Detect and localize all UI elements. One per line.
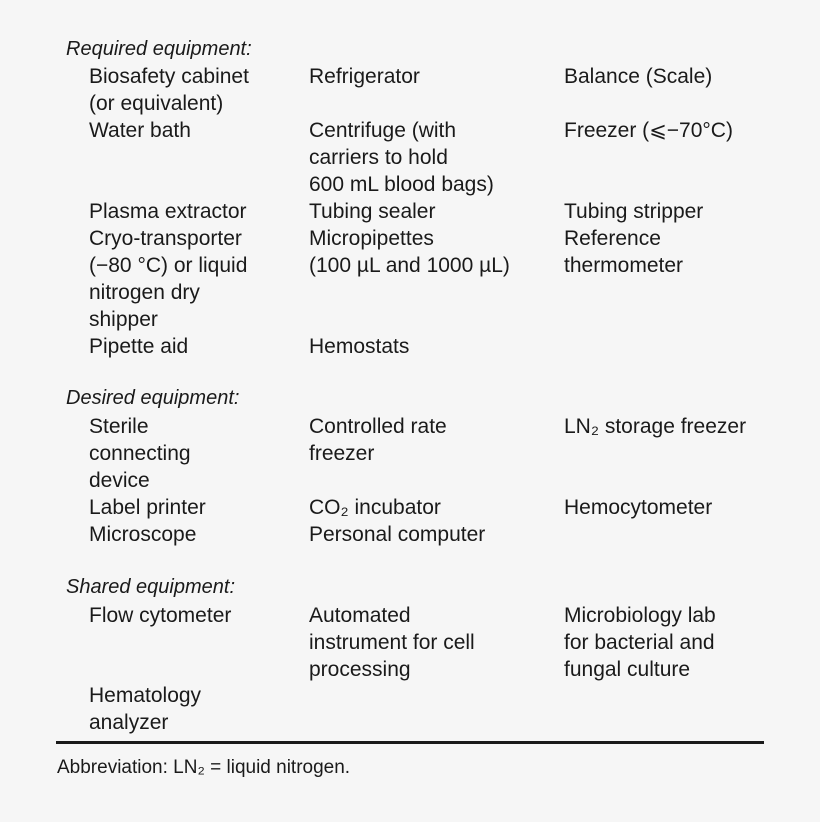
table-cell: Water bath (89, 119, 191, 142)
table-cell: Flow cytometer (89, 604, 232, 627)
section-heading-required: Required equipment: (66, 38, 252, 60)
footnote: Abbreviation: LN₂ = liquid nitrogen. (57, 757, 351, 778)
table-cell: Microscope (89, 523, 197, 546)
table-cell: Sterile connecting device (89, 415, 191, 492)
section-heading-desired: Desired equipment: (66, 387, 240, 409)
table-cell: Balance (Scale) (564, 65, 713, 88)
table-cell: Hematology analyzer (89, 684, 202, 734)
table-cell: Tubing stripper (564, 200, 704, 223)
table-cell: Automated instrument for cell processing (309, 604, 475, 681)
table-cell: Tubing sealer (309, 200, 436, 223)
table-cell: Biosafety cabinet (or equivalent) (89, 65, 249, 115)
table-cell: Hemocytometer (564, 496, 713, 519)
table-cell: Plasma extractor (89, 200, 247, 223)
table-cell: Personal computer (309, 523, 486, 546)
table-cell: Pipette aid (89, 335, 189, 358)
table-cell: Reference thermometer (564, 227, 684, 277)
table-cell: Centrifuge (with carriers to hold 600 mL blood bags) (309, 119, 494, 196)
table-cell: Cryo-transporter (−80 °C) or liquid nitrogen dry shipper (89, 227, 248, 331)
section-heading-shared: Shared equipment: (66, 576, 236, 598)
table-cell: Freezer (⩽−70°C) (564, 119, 733, 142)
table-cell: Refrigerator (309, 65, 420, 88)
table-cell: Hemostats (309, 335, 410, 358)
table-cell: Label printer (89, 496, 206, 519)
table-cell: Micropipettes (100 µL and 1000 µL) (309, 227, 510, 277)
table-cell: Microbiology lab for bacterial and fungal culture (564, 604, 716, 681)
table-bottom-rule (56, 741, 764, 744)
table-cell: LN₂ storage freezer (564, 415, 747, 438)
table-cell: CO₂ incubator (309, 496, 441, 519)
table-cell: Controlled rate freezer (309, 415, 447, 465)
